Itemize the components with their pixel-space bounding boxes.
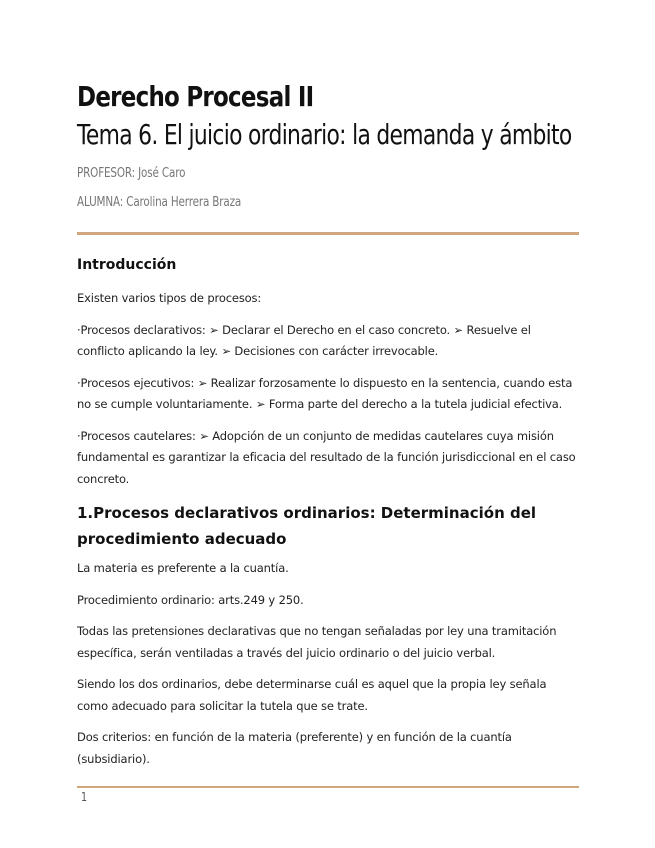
- intro-paragraph: ·Procesos ejecutivos: ➢ Realizar forzosamente lo dispuesto en la sentencia, cuando esta no se cumple voluntariamente. ➢ Forma parte del derecho a la tutela judicial efectiva.: [77, 375, 573, 411]
- document-title: Derecho Procesal II: [77, 80, 314, 113]
- section1-paragraph: Procedimiento ordinario: arts.249 y 250.: [77, 592, 304, 607]
- header-divider: [77, 232, 579, 235]
- intro-paragraph: Existen varios tipos de procesos:: [77, 291, 262, 305]
- page-number: 1: [81, 790, 88, 804]
- section1-paragraph: Dos criterios: en función de la materia (preferente) y en función de la cuantía (subsidiario).: [77, 730, 512, 766]
- profesor-line: PROFESOR: José Caro: [77, 166, 186, 181]
- alumna-line: ALUMNA: Carolina Herrera Braza: [77, 195, 242, 210]
- section1-heading: 1.Procesos declarativos ordinarios: Determinación del procedimiento adecuado: [77, 504, 537, 548]
- document-page: [77, 0, 579, 848]
- intro-heading: Introducción: [77, 257, 177, 273]
- document-subtitle: Tema 6. El juicio ordinario: la demanda y ámbito: [77, 118, 572, 151]
- section1-paragraph: Siendo los dos ordinarios, debe determinarse cuál es aquel que la propia ley señala como adecuado para solicitar la tutela que se trate.: [77, 677, 547, 713]
- document-body: [77, 254, 579, 780]
- section1-paragraph: Todas las pretensiones declarativas que no tengan señaladas por ley una tramitación específica, serán ventiladas a través del juicio ordinario o del juicio verbal.: [77, 624, 557, 660]
- section1-paragraph: La materia es preferente a la cuantía.: [77, 561, 289, 575]
- intro-paragraph: ·Procesos cautelares: ➢ Adopción de un conjunto de medidas cautelares cuya misión fundamental es garantizar la eficacia del resultado de la función jurisdiccional en el caso concreto.: [77, 428, 576, 486]
- footer-divider: [77, 786, 579, 788]
- intro-paragraph: ·Procesos declarativos: ➢ Declarar el Derecho en el caso concreto. ➢ Resuelve el conflicto aplicando la ley. ➢ Decisiones con carácter irrevocable.: [77, 322, 531, 358]
